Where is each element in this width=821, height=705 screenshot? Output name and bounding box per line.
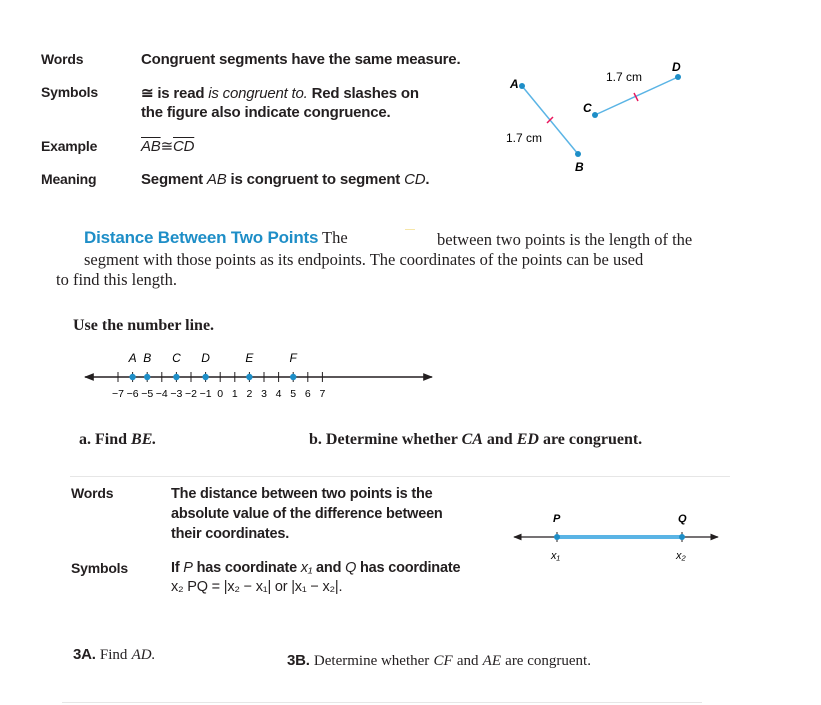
- question-b: b. Determine whether CA and ED are congruent.: [309, 431, 643, 448]
- point-a: [519, 83, 525, 89]
- number-line-point-c: [173, 374, 179, 380]
- number-line-tick-label: −3: [170, 388, 183, 400]
- symbols-text-line1: ≅ is read is congruent to. Red slashes on: [141, 85, 419, 102]
- number-line-tick-label: 7: [319, 388, 326, 400]
- point-p: [554, 534, 560, 540]
- number-line-tick-label: −4: [155, 388, 168, 400]
- label-q: Q: [678, 513, 687, 525]
- label-a: A: [510, 77, 519, 91]
- practice-3a: 3A. Find AD.: [73, 646, 156, 663]
- number-line: [80, 346, 440, 406]
- distance-symbols-line1: If P has coordinate x₁ and Q has coordinate: [171, 560, 461, 576]
- distance-symbols-line2: x₂ PQ = |x₂ − x₁| or |x₁ − x₂|.: [171, 579, 343, 595]
- distance-words-label: Words: [71, 485, 114, 501]
- number-line-point-f: [290, 374, 296, 380]
- section-heading: Distance Between Two Points: [84, 228, 319, 247]
- number-line-point-b: [144, 374, 150, 380]
- point-b: [575, 151, 581, 157]
- question-a: a. Find BE.: [79, 431, 157, 448]
- point-q: [679, 534, 685, 540]
- highlight-mark: [405, 229, 415, 230]
- number-line-tick-label: −7: [112, 388, 124, 400]
- number-line-tick-label: −1: [199, 388, 212, 400]
- section-line1-rest: between two points is the length of the: [437, 230, 693, 249]
- number-line-point-d: [202, 374, 208, 380]
- number-line-tick-label: 2: [246, 388, 253, 400]
- label-x2: x₂: [676, 550, 686, 562]
- number-line-point-label-d: D: [201, 351, 210, 365]
- number-line-tick-label: 4: [275, 388, 282, 400]
- distance-words-line2: absolute value of the difference between: [171, 506, 443, 522]
- divider-bottom: [62, 702, 702, 703]
- distance-figure: [510, 505, 722, 570]
- section-line1: Distance Between Two Points The: [84, 228, 348, 247]
- number-line-prompt: Use the number line.: [73, 317, 215, 334]
- label-d: D: [672, 60, 681, 74]
- label-b: B: [575, 160, 584, 174]
- number-line-tick-label: −5: [141, 388, 154, 400]
- number-line-point-e: [246, 374, 252, 380]
- words-text: Congruent segments have the same measure.: [141, 51, 461, 68]
- practice-3b: 3B. Determine whether CF and AE are congruent.: [287, 652, 591, 669]
- example-text: $\overline{AB}≅\overline{CD}$: [141, 138, 195, 155]
- number-line-tick-label: 5: [290, 388, 297, 400]
- distance-symbols-label: Symbols: [71, 560, 128, 576]
- congruent-segments-figure: [495, 55, 695, 185]
- example-label: Example: [41, 138, 98, 154]
- length-label-ab: 1.7 cm: [506, 131, 543, 145]
- number-line-point-label-c: C: [172, 351, 181, 365]
- length-label-cd: 1.7 cm: [606, 70, 643, 84]
- number-line-tick-label: −6: [126, 388, 139, 400]
- number-line-points: [128, 351, 298, 380]
- point-d: [675, 74, 681, 80]
- distance-words-line3: their coordinates.: [171, 526, 290, 542]
- point-c: [592, 112, 598, 118]
- number-line-point-label-a: A: [128, 351, 137, 365]
- number-line-point-label-f: F: [289, 351, 297, 365]
- number-line-tick-label: 1: [231, 388, 238, 400]
- label-x1: x₁: [551, 550, 560, 562]
- distance-words-line1: The distance between two points is the: [171, 486, 433, 502]
- number-line-tick-label: 3: [261, 388, 267, 400]
- number-line-tick-label: 6: [304, 388, 311, 400]
- meaning-label: Meaning: [41, 171, 97, 187]
- number-line-point-label-e: E: [245, 351, 254, 365]
- number-line-point-a: [129, 374, 135, 380]
- section-line3: to find this length.: [56, 270, 177, 289]
- meaning-text: Segment AB is congruent to segment CD.: [141, 171, 430, 188]
- section-line2: segment with those points as its endpoints. The coordinates of the points can be used: [84, 250, 644, 269]
- label-p: P: [553, 513, 561, 525]
- number-line-point-label-b: B: [143, 351, 152, 365]
- divider-top: [70, 476, 730, 477]
- number-line-tick-label: 0: [217, 388, 224, 400]
- label-c: C: [583, 101, 592, 115]
- symbols-text-line2: the figure also indicate congruence.: [141, 104, 391, 121]
- symbols-label: Symbols: [41, 84, 98, 100]
- number-line-tick-label: −2: [185, 388, 197, 400]
- words-label: Words: [41, 51, 84, 67]
